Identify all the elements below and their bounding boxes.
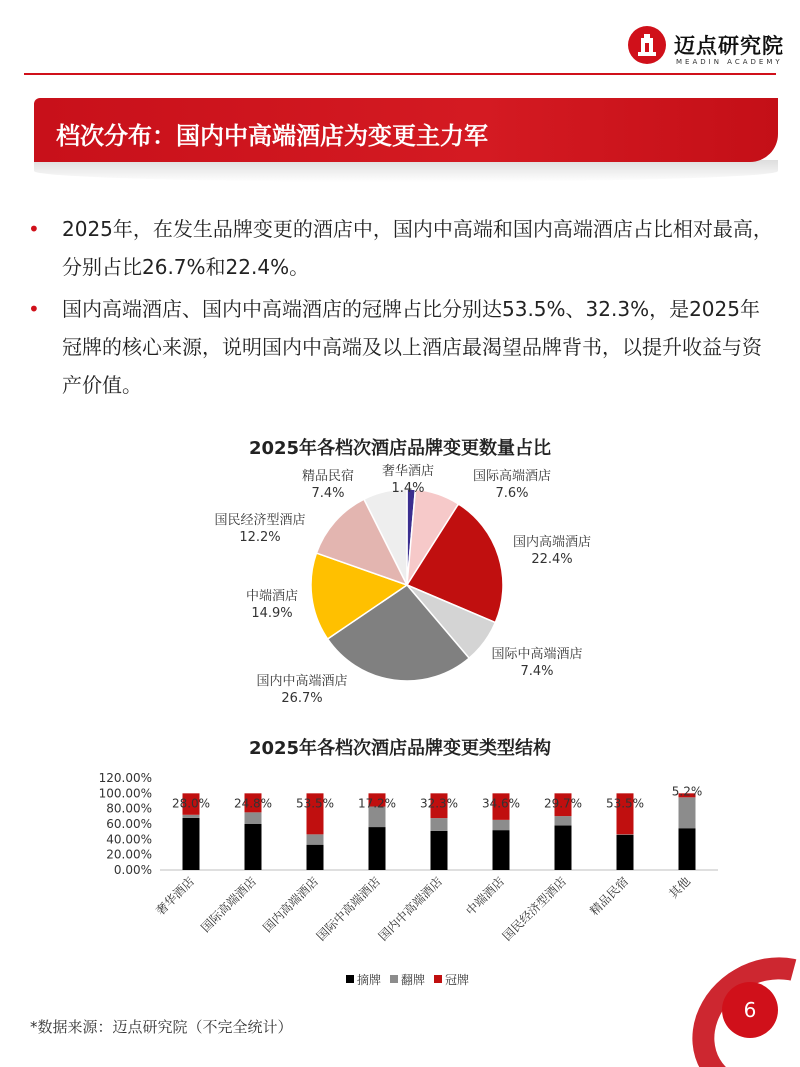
bullet-list (28, 210, 778, 408)
x-tick-label: 其他 (666, 874, 694, 902)
bar-data-label: 5.2% (671, 784, 703, 799)
bullet-dot-icon: • (28, 297, 40, 321)
bar-segment (245, 824, 262, 870)
bar-data-label: 32.3% (419, 796, 459, 811)
bar-data-label: 24.8% (233, 796, 273, 811)
bullet-item (28, 290, 778, 404)
header-divider (24, 73, 776, 75)
brand-name: 迈点研究院 (674, 34, 784, 58)
x-tick-label: 国内中高端酒店 (375, 874, 446, 944)
bar-segment (555, 816, 572, 825)
legend-swatch (434, 975, 442, 983)
bar-segment (617, 835, 634, 870)
section-banner (34, 98, 778, 162)
bar-data-label: 28.0% (171, 796, 211, 811)
bar-segment (245, 812, 262, 824)
bar-segment (369, 827, 386, 870)
bar-data-label: 17.2% (357, 796, 397, 811)
pie-slice-value: 12.2% (239, 530, 281, 545)
y-tick-label: 0.00% (113, 863, 152, 877)
section-title: 档次分布：国内中高端酒店为变更主力军 (56, 122, 488, 150)
y-tick-label: 120.00% (98, 771, 152, 785)
y-tick-label: 80.00% (106, 801, 152, 816)
banner-shadow (34, 160, 778, 182)
stacked-bar-chart (0, 762, 800, 1002)
pie-slice-label: 国际中高端酒店 (491, 647, 583, 662)
pie-slice-value: 26.7% (281, 691, 323, 706)
pie-chart-title: 2025年各档次酒店品牌变更数量占比 (248, 438, 552, 459)
pie-slice-label: 中端酒店 (245, 589, 299, 604)
bar-segment (307, 834, 324, 844)
pie-slice-value: 7.4% (520, 664, 554, 679)
pie-slice-value: 14.9% (251, 606, 293, 621)
legend-label: 翻牌 (401, 973, 426, 987)
bar-chart-title: 2025年各档次酒店品牌变更类型结构 (248, 738, 552, 759)
bar-segment (555, 826, 572, 870)
legend-swatch (346, 975, 354, 983)
bar-segment (183, 818, 200, 870)
bar-segment (307, 845, 324, 870)
x-tick-label: 国际中高端酒店 (313, 874, 384, 944)
x-tick-label: 国际高端酒店 (198, 874, 260, 936)
bullet-dot-icon: • (28, 217, 40, 241)
legend-swatch (390, 975, 398, 983)
x-tick-label: 国内高端酒店 (260, 874, 322, 936)
bar-segment (431, 831, 448, 870)
bar-data-label: 34.6% (481, 796, 521, 811)
pie-slice-label: 国民经济型酒店 (214, 513, 306, 528)
y-tick-label: 100.00% (98, 786, 152, 801)
bar-segment (493, 820, 510, 830)
pie-slice-value: 1.4% (391, 481, 425, 496)
x-tick-label: 精品民宿 (587, 874, 632, 919)
bullet-text: 国内高端酒店、国内中高端酒店的冠牌占比分别达53.5%、32.3%，是2025年冠牌的核心来源，说明国内中高端及以上酒店最渴望品牌背书，以提升收益与资产价值。 (62, 297, 762, 397)
pie-slice-label: 国内高端酒店 (512, 535, 592, 550)
bar-data-label: 29.7% (543, 796, 583, 811)
bar-segment (493, 830, 510, 870)
pie-slice-label: 奢华酒店 (381, 464, 435, 479)
pie-chart (0, 460, 800, 720)
bar-segment (679, 797, 696, 828)
data-source-note: *数据来源：迈点研究院（不完全统计） (30, 1018, 293, 1036)
brand-subtitle: MEADIN ACADEMY (676, 58, 783, 66)
logo-tower-icon (628, 26, 666, 64)
brand-logo (628, 24, 788, 68)
y-tick-label: 20.00% (106, 847, 152, 862)
y-tick-label: 60.00% (106, 817, 152, 831)
y-tick-label: 40.00% (106, 832, 152, 847)
x-tick-label: 中端酒店 (463, 874, 508, 919)
bar-segment (183, 815, 200, 818)
bullet-text: 2025年，在发生品牌变更的酒店中，国内中高端和国内高端酒店占比相对最高，分别占比26.7%和22.4%。 (62, 217, 773, 279)
legend-label: 摘牌 (357, 973, 382, 987)
pie-slice-value: 7.4% (311, 486, 345, 501)
bar-segment (679, 828, 696, 870)
pie-slice-label: 精品民宿 (301, 469, 355, 484)
legend-label: 冠牌 (445, 973, 470, 987)
bar-data-label: 53.5% (295, 796, 335, 811)
pie-slice-value: 22.4% (531, 552, 573, 567)
bullet-item (28, 210, 778, 286)
x-tick-label: 奢华酒店 (153, 874, 198, 919)
pie-slice-value: 7.6% (495, 486, 529, 501)
page-number: 6 (722, 982, 778, 1038)
x-tick-label: 国民经济型酒店 (499, 874, 570, 944)
bar-data-label: 53.5% (605, 796, 645, 811)
pie-slice-label: 国际高端酒店 (472, 469, 552, 484)
pie-slice-label: 国内中高端酒店 (256, 674, 348, 689)
bar-segment (431, 818, 448, 831)
